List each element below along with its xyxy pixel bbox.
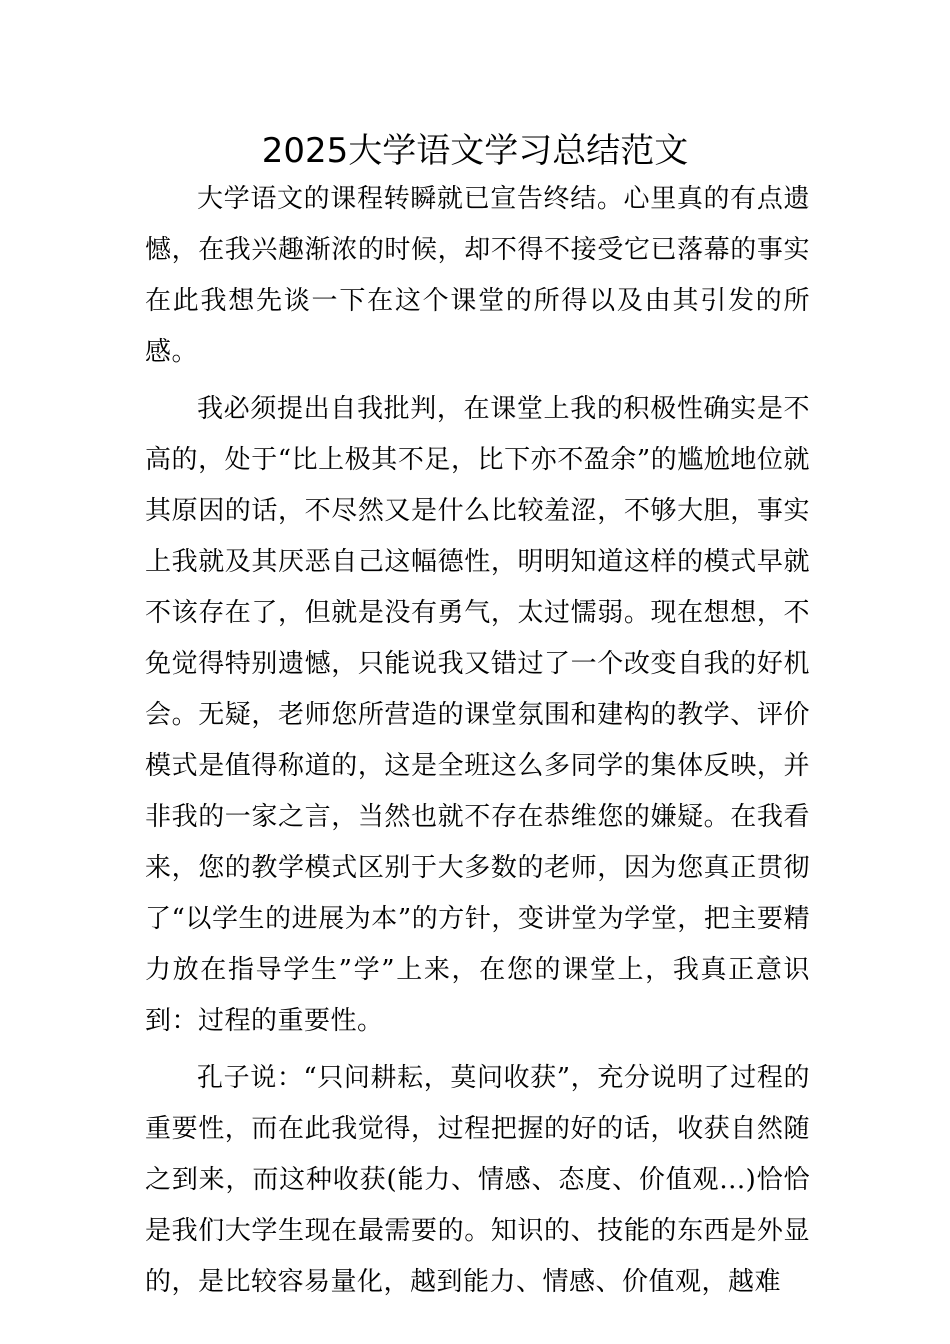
paragraph-3: 孔子说：“只问耕耘，莫问收获”，充分说明了过程的重要性，而在此我觉得，过程把握的好的话，收获自然随之到来，而这种收获(能力、情感、态度、价值观...)恰恰是我们大学生现在最需要的。知识的、技能的东西是外显的，是比较容易量化，越到能力、情感、价值观，越难 [145,1063,810,1297]
paragraph-1: 大学语文的课程转瞬就已宣告终结。心里真的有点遗憾，在我兴趣渐浓的时候，却不得不接受它已落幕的事实在此我想先谈一下在这个课堂的所得以及由其引发的所感。 [145,184,810,367]
document-body [145,174,810,1314]
document-title: 2025大学语文学习总结范文 [261,131,689,171]
paragraph-2: 我必须提出自我批判，在课堂上我的积极性确实是不高的，处于“比上极其不足，比下亦不盈余”的尴尬地位就其原因的话，不尽然又是什么比较羞涩，不够大胆，事实上我就及其厌恶自己这幅德性，明明知道这样的模式早就不该存在了，但就是没有勇气，太过懦弱。现在想想，不免觉得特别遗憾，只能说我又错过了一个改变自我的好机会。无疑，老师您所营造的课堂氛围和建构的教学、评价模式是值得称道的，这是全班这么多同学的集体反映，并非我的一家之言，当然也就不存在恭维您的嫌疑。在我看来，您的教学模式区别于大多数的老师，因为您真正贯彻了“以学生的进展为本”的方针，变讲堂为学堂，把主要精力放在指导学生”学”上来，在您的课堂上，我真正意识到：过程的重要性。 [145,394,810,1036]
